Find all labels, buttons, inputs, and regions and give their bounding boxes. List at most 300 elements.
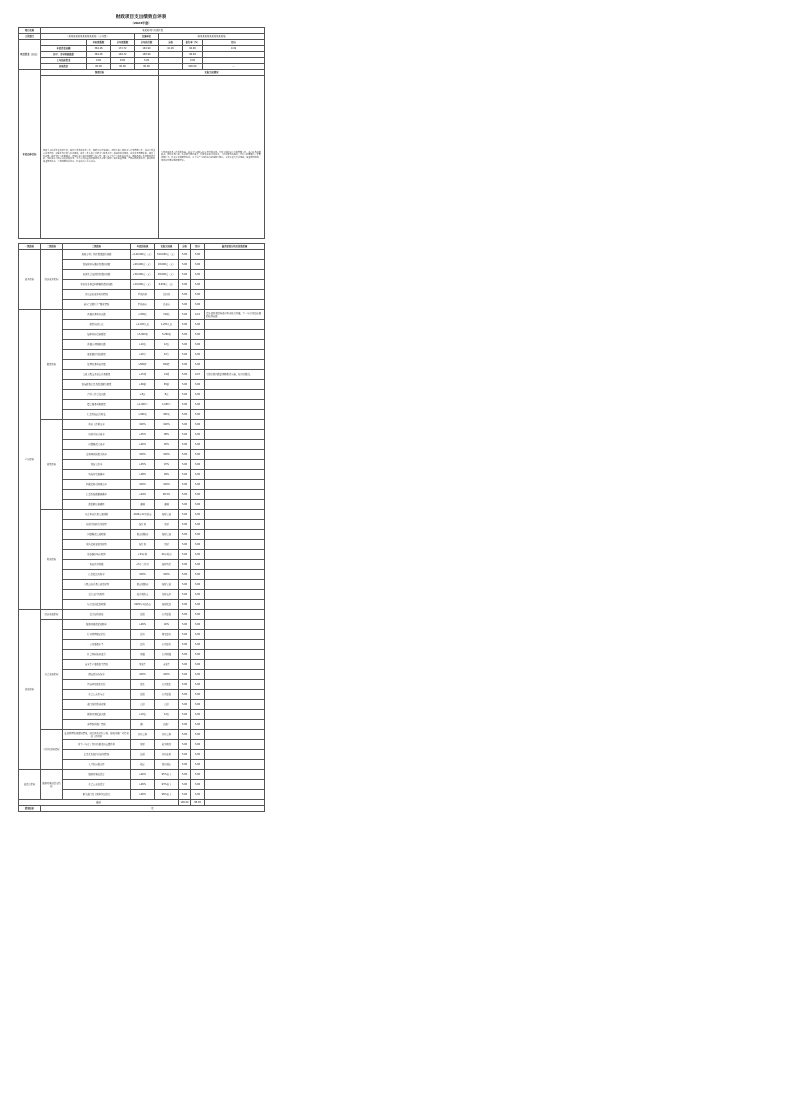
score-got: 5.00 [191,620,205,630]
target-value: ≤24小时 [131,550,155,560]
score-got: 5.00 [191,550,205,560]
deviation-reason [205,250,265,260]
actual-value: 明显提升 [155,630,179,640]
score-got: 5.00 [191,730,205,740]
funds-cell: 8.00 [111,58,135,64]
level1-indicator: 满意度指标 [19,770,41,800]
level3-indicator: 群众投诉办结率 [63,670,131,680]
score-got: 5.00 [191,760,205,770]
level3-indicator: 处理业务咨询件数 [63,360,131,370]
actual-value: 持续使用 [155,750,179,760]
target-value: ≥1,200人次 [131,320,155,330]
score-got: 5.00 [191,320,205,330]
unit-value: （某某某某某某某某某某某某） [159,34,265,40]
actual-value: 365天 [155,410,179,420]
score-got: 5.00 [191,790,205,800]
perf-header: 一级指标 [19,244,41,250]
deviation-reason [205,330,265,340]
target-value: ≤120,000元（元） [131,250,155,260]
score-weight: 5.00 [179,710,191,720]
level2-indicator: 经济效益指标 [41,610,63,620]
target-value: ≥60条 [131,380,155,390]
actual-value: 有所提高 [155,610,179,620]
target-value: ≥800件 [131,360,155,370]
evaluation-sheet [18,14,264,812]
score-got: 5.00 [191,530,205,540]
level3-indicator: 培训考核合格率 [63,430,131,440]
score-got: 5.00 [191,540,205,550]
actual-value: 按时答复 [155,560,179,570]
score-weight: 5.00 [179,460,191,470]
funds-header: 执行率（%） [183,40,203,46]
score-weight: 5.00 [179,510,191,520]
target-value: 推广 [131,720,155,730]
deviation-reason [205,360,265,370]
score-weight: 5.00 [179,570,191,580]
goals-actual-text: 年度各项业务工作有序推进，完成了年初设定的主要目标任务。开展专项检查与日常管理工作，重点任务如期完成；组织业务培训，队伍能力明显提升；信息化系统持续完善，工作效率有效提高；宣传与政策解读工作覆盖面扩大，社会公众满意度较高；安全生产与风险防控措施落实到位，未发生重大责任事故；资金使用规范，预算执行率达到预期要求。 [159,76,265,239]
score-got: 5.00 [191,710,205,720]
actual-value: 99.5% [155,490,179,500]
level2-indicator: 可持续影响指标 [41,730,63,770]
score-got: 5.00 [191,380,205,390]
conclusion-label: 绩效结论 [19,806,41,812]
funds-row-label: 其他资金 [41,64,87,70]
score-got: 5.00 [191,690,205,700]
deviation-reason [205,580,265,590]
funds-cell: 164.72 [111,52,135,58]
deviation-reason [205,400,265,410]
target-value: 优化 [131,680,155,690]
indicator-row [19,770,265,780]
actual-value: 12次 [155,710,179,720]
level1-indicator: 效益指标 [19,610,41,770]
deviation-reason [205,750,265,760]
year-label: （2024年度） [130,21,152,25]
perf-header: 年度指标值 [131,244,155,250]
level3-indicator: 社会风险防控能力 [63,650,131,660]
deviation-reason [205,300,265,310]
score-got: 5.00 [191,780,205,790]
score-weight: 5.00 [179,620,191,630]
actual-value: 有所优化 [155,680,179,690]
target-value: 2024年12月底前 [131,510,155,520]
indicator-row [19,730,265,740]
target-value: ≥90% [131,780,155,790]
score-got: 5.00 [191,410,205,420]
level3-indicator: 安全生产事故发生情况 [63,660,131,670]
score-got: 5.00 [191,440,205,450]
conclusion-row [19,806,265,812]
indicator-row [19,420,265,430]
deviation-reason [205,590,265,600]
level3-indicator: 编印宣传资料数量 [63,330,131,340]
score-weight: 5.00 [179,700,191,710]
score-weight: 5.00 [179,370,191,380]
deviation-reason: 受外部因素影响部分检查延后开展，下一年度将提前做好统筹安排。 [205,310,265,320]
actual-value: 1,250人次 [155,320,179,330]
level3-indicator: 完成上级交办重点任务数量 [63,370,131,380]
score-weight: 5.00 [179,490,191,500]
actual-value: 99% [155,470,179,480]
funds-cell: 10.00 [159,46,183,52]
actual-value: 12次 [155,340,179,350]
level3-indicator: 营商环境优化程度 [63,680,131,690]
score-weight: 5.00 [179,680,191,690]
actual-value: 未发生 [155,660,179,670]
indicator-row [19,510,265,520]
deviation-reason [205,520,265,530]
level3-indicator: 上级交办任务完成及时性 [63,580,131,590]
score-got: 5.00 [191,750,205,760]
deviation-reason [205,280,265,290]
score-weight: 5.00 [179,350,191,360]
actual-value: 24小时内 [155,550,179,560]
score-got: 5.00 [191,590,205,600]
actual-value: 已控制 [155,290,179,300]
level3-indicator: 资料印制质量合格率 [63,450,131,460]
actual-value: 65条 [155,380,179,390]
deviation-reason [205,490,265,500]
level3-indicator: 开展业务检查次数 [63,310,131,320]
actual-value: 98% [155,430,179,440]
level3-indicator: 开展专项调研次数 [63,340,131,350]
actual-value: 及时支付 [155,590,179,600]
actual-value: 有所提高 [155,690,179,700]
score-weight: 5.00 [179,420,191,430]
level3-indicator: 宣传资料发放及时性 [63,540,131,550]
deviation-reason [205,530,265,540]
target-value: 准确 [131,500,155,510]
actual-value: 9,000元（元） [155,280,179,290]
target-value: 稳定 [131,760,155,770]
score-got: 5.00 [191,270,205,280]
level3-indicator: 宣传及业务资料印刷经费控制数 [63,280,131,290]
deviation-reason [205,760,265,770]
score-got: 5.00 [191,650,205,660]
funds-header: 得分 [203,40,265,46]
actual-value: 5,200份 [155,330,179,340]
target-value: ≥300次 [131,310,155,320]
deviation-reason [205,650,265,660]
deviation-reason [205,320,265,330]
score-got: 5.00 [191,280,205,290]
deviation-reason [205,430,265,440]
score-weight: 5.00 [179,270,191,280]
dept-label: 主管部门 [19,34,41,40]
deviation-reason [205,440,265,450]
deviation-reason [205,630,265,640]
funds-header: 分值 [159,40,183,46]
actual-value: 1,050户 [155,400,179,410]
score-weight: 5.00 [179,360,191,370]
score-weight: 5.00 [179,610,191,620]
target-value: 规定时限内 [131,580,155,590]
level2-indicator: 社会效益指标 [41,620,63,730]
target-value: 严格控制 [131,290,155,300]
actual-value: 保持稳定 [155,760,179,770]
target-value: ≤10,000元（元） [131,280,155,290]
level3-indicator: 社会公众参与度 [63,690,131,700]
target-value: ≥8次 [131,390,155,400]
target-value: 持续完善 [131,730,155,740]
level3-indicator: 设备完好率 [63,460,131,470]
actual-value: 14项 [155,370,179,380]
deviation-reason [205,670,265,680]
actual-value: 820件 [155,360,179,370]
deviation-reason [205,480,265,490]
score-got: 5.00 [191,300,205,310]
level3-indicator: 某某专项工作经费预算控制数 [63,250,131,260]
level1-indicator: 产出指标 [19,310,41,610]
score-got: 5.00 [191,470,205,480]
score-weight: 5.00 [179,560,191,570]
score-weight: 5.00 [179,530,191,540]
score-got: 5.00 [191,720,205,730]
score-weight: 5.00 [179,630,191,640]
deviation-reason [205,780,265,790]
deviation-reason [205,790,265,800]
score-got: 5.00 [191,500,205,510]
actual-value: 有所提升 [155,640,179,650]
deviation-reason [205,710,265,720]
level3-indicator: 日常运转成本控制情况 [63,290,131,300]
deviation-reason [205,420,265,430]
indicator-row [19,310,265,320]
total-label: 总分 [19,800,179,806]
score-got: 5.00 [191,770,205,780]
score-weight: 5.00 [179,430,191,440]
score-weight: 5.00 [179,760,191,770]
score-got: 5.00 [191,390,205,400]
level3-indicator: 培训及会议组织经费控制数 [63,270,131,280]
score-weight: 5.00 [179,600,191,610]
score-weight: 5.00 [179,480,191,490]
deviation-reason [205,700,265,710]
level3-indicator: 召开工作会议次数 [63,390,131,400]
target-value: 按计划 [131,540,155,550]
perf-header: 分值 [179,244,191,250]
perf-header: 三级指标 [63,244,131,250]
score-got: 5.00 [191,450,205,460]
perf-header: 实际完成值 [155,244,179,250]
actual-value: 22台 [155,350,179,360]
funds-cell: 96.48 [183,52,203,58]
level2-indicator: 时效指标 [41,510,63,610]
score-got: 5.00 [191,400,205,410]
score-weight: 5.00 [179,390,191,400]
level3-indicator: 行业管理规范程度 [63,630,131,640]
funds-section-label: 项目资金（万元） [19,40,41,70]
deviation-reason: 个别任务因政策调整暂缓实施，将持续跟进。 [205,370,265,380]
level3-indicator: 政策解读准确性 [63,500,131,510]
deviation-reason [205,720,265,730]
actual-value: 100% [155,420,179,430]
unit-label: 实施单位 [135,34,159,40]
deviation-reason [205,740,265,750]
score-got: 5.00 [191,560,205,570]
score-got: 5.00 [191,510,205,520]
deviation-reason [205,640,265,650]
score-got: 5.00 [191,330,205,340]
deviation-reason [205,410,265,420]
level3-indicator: 信息报送及时率 [63,570,131,580]
deviation-reason [205,470,265,480]
target-value: 100% [131,450,155,460]
actual-value: 持续完善 [155,730,179,740]
target-value: ≥95% [131,430,155,440]
score-weight: 5.00 [179,500,191,510]
level3-indicator: 咨询答复时限 [63,560,131,570]
score-weight: 5.00 [179,590,191,600]
actual-value: 93%以上 [155,780,179,790]
actual-value: 按时报送 [155,600,179,610]
score-weight: 5.00 [179,250,191,260]
funds-cell: 0.00 [87,58,111,64]
deviation-reason [205,660,265,670]
target-value: ≥10次 [131,340,155,350]
deviation-reason [205,620,265,630]
funds-row-label: 年度资金总额 [41,46,87,52]
goals-expected-header: 预期目标 [41,70,159,76]
level3-indicator: 覆盖服务对象数量 [63,400,131,410]
actual-value: 按时完成 [155,510,179,520]
score-weight: 5.00 [179,410,191,420]
deviation-reason [205,460,265,470]
level3-indicator: 社会公众满意度 [63,780,131,790]
actual-value: 已落实 [155,300,179,310]
actual-value: 良好 [155,700,179,710]
score-got: 5.00 [191,420,205,430]
score-got: 5.00 [191,660,205,670]
level3-indicator: 更新维护设备数量 [63,350,131,360]
score-weight: 5.00 [179,310,191,320]
target-value: ≥1,000户 [131,400,155,410]
actual-value: 已推广 [155,720,179,730]
perf-header: 偏差原因分析及改进措施 [205,244,265,250]
goals-section-label: 年度总体目标 [19,70,41,239]
target-value: ≥90% [131,790,155,800]
deviation-reason [205,600,265,610]
target-value: 按计划 [131,520,155,530]
target-value: ≥15项 [131,370,155,380]
perf-header: 二级指标 [41,244,63,250]
score-weight: 5.00 [179,670,191,680]
score-got: 5.00 [191,360,205,370]
level1-indicator: 成本指标 [19,250,41,310]
target-value: ≥360天 [131,410,155,420]
score-got: 5.00 [191,610,205,620]
level3-indicator: 咨询答复准确率 [63,470,131,480]
score-got: 5.00 [191,640,205,650]
performance-table [18,243,265,812]
deviation-reason [205,390,265,400]
actual-value: 95%以上 [155,770,179,780]
indicator-row [19,610,265,620]
actual-value: 97% [155,460,179,470]
target-value: 100% [131,420,155,430]
deviation-reason [205,270,265,280]
score-got: 5.00 [191,460,205,470]
funds-cell: 94.90 [183,46,203,52]
level3-indicator: 媒体正面报道次数 [63,710,131,720]
score-weight: 5.00 [179,290,191,300]
score-weight: 5.00 [179,640,191,650]
target-value: ≥5,000份 [131,330,155,340]
score-weight: 5.00 [179,400,191,410]
target-value: 2025年1月底前 [131,600,155,610]
score-got: 5.00 [191,290,205,300]
funds-cell: 364.28 [87,46,111,52]
level3-indicator: 发布政务信息及政策解读数量 [63,380,131,390]
score-weight: 5.00 [179,660,191,670]
score-weight: 5.00 [179,580,191,590]
score-weight: 5.00 [179,790,191,800]
target-value: 明显 [131,740,155,750]
target-value: ≥20台 [131,350,155,360]
actual-value: 96%以上 [155,790,179,800]
score-weight: 5.00 [179,330,191,340]
actual-value: 及时 [155,520,179,530]
target-value: ≥10次 [131,710,155,720]
level3-indicator: 公共服务水平 [63,640,131,650]
score-got: 5.00 [191,630,205,640]
target-value: 提升 [131,630,155,640]
target-value: ≥90% [131,440,155,450]
funds-cell: 000.00 [183,64,203,70]
score-weight: 5.00 [179,320,191,330]
funds-cell: 00.00 [87,64,111,70]
score-weight: 5.00 [179,380,191,390]
level3-indicator: 部门协作联动效果 [63,700,131,710]
deviation-reason [205,770,265,780]
target-value: ≥99% [131,490,155,500]
score-got: 5.00 [191,430,205,440]
score-weight: 5.00 [179,340,191,350]
indicator-row [19,620,265,630]
funds-header: 全年执行数 [135,40,159,46]
score-weight: 5.00 [179,450,191,460]
level3-indicator: 典型经验推广情况 [63,720,131,730]
page-title: 财政项目支出绩效自评表 [115,15,167,20]
level3-indicator: 人才队伍稳定性 [63,760,131,770]
deviation-reason [205,560,265,570]
score-weight: 5.00 [179,470,191,480]
score-got: 5.00 [191,570,205,580]
level3-indicator: 年度检查任务完成时限 [63,510,131,520]
deviation-reason [205,350,265,360]
actual-value: 18,000元（元） [155,260,179,270]
level3-indicator: 长效管理机制建设情况，制度体系持续完善，形成可推广可复制的工作经验 [64,731,129,738]
target-value: 按合同约定 [131,590,155,600]
level2-indicator: 质量指标 [41,420,63,510]
funds-cell: 00.00 [111,64,135,70]
deviation-reason [205,290,265,300]
funds-header: 全年预算数 [111,40,135,46]
actual-value: 按时完成 [155,580,179,590]
level3-indicator: 相关部门及上级单位满意度 [63,790,131,800]
level3-indicator: 信息系统运行时长 [63,410,131,420]
level2-indicator: 服务对象满意度指标 [41,770,63,800]
funds-cell: — [203,64,265,70]
actual-value: 100% [155,570,179,580]
perf-header: 得分 [191,244,205,250]
target-value: 良好 [131,700,155,710]
deviation-reason [205,340,265,350]
level3-indicator: 档案资料归档规范率 [63,480,131,490]
score-weight: 5.00 [179,550,191,560]
score-weight: 5.00 [179,280,191,290]
target-value: ≥98% [131,470,155,480]
